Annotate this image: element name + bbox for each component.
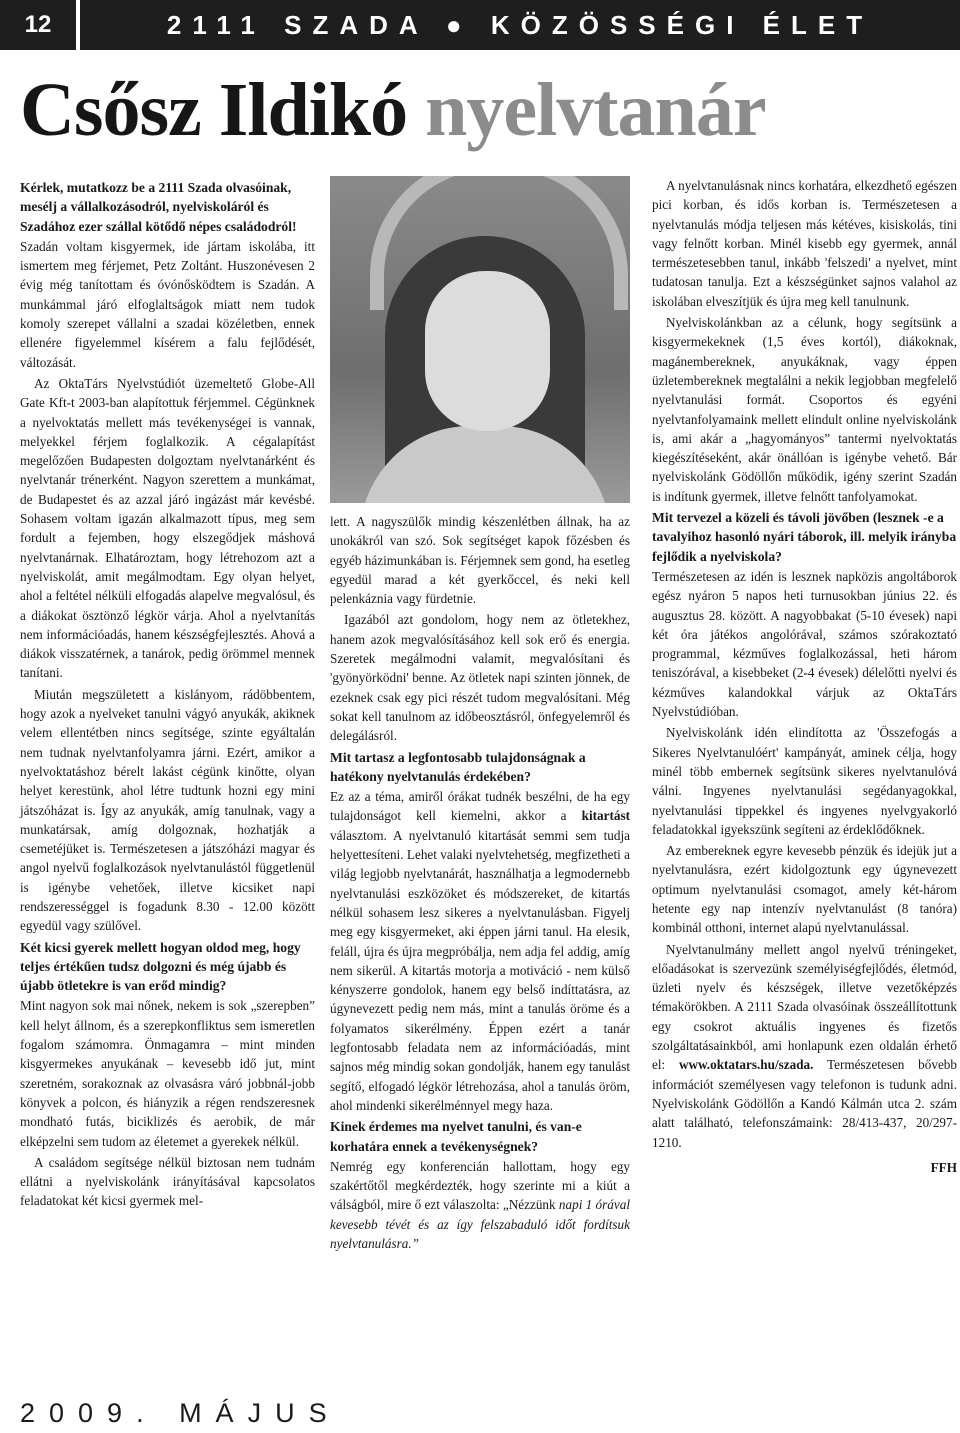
question-4: Kinek érdemes ma nyelvet tanulni, és van-e korhatára ennek a tevékenységnek? (330, 1119, 582, 1154)
text-run: Nemrég egy konferencián hallottam, hogy egy szakértőtől megkérdezték, hogy szerinte mi a kiút a válságból, mire ő ezt válaszolta: „Nézzünk (330, 1158, 630, 1213)
paragraph: Miután megszületett a kislányom, rádöbbentem, hogy azok a nyelveket tanulni vágyó anyukák, akiknek velem ellentétben nincs segítsége, szinte egyáltalán nem tudnak nyelvtanfolyamra járni. Ezért, amikor a nyelvoktatáshoz bérelt lakást cégünk kinőtte, olyan helyet kerestünk, ahol létre tudtunk hozni egy mini játszóházat is. Így az anyukák, amíg tanulnak, vagy a munkatársak, amíg dolgoznak, hozhatják a csemetéjüket is. Természetesen a játszóházi magyar és angol nyelvű foglalkozások nyelvtanulástól függetlenül is igénybe vehetőek, illetve kicsiket napi rendszerességgel is fogadunk 8.30 - 12.00 között egyedül vagy szülővel. (20, 686, 315, 934)
paragraph: Igazából azt gondolom, hogy nem az ötletekhez, hanem azok megvalósításához kell sok erő és energia. Szeretek megálmodni valamit, megvalósítani és 'gyönyörködni' benne. Az ötletek napi szinten jönnek, de ezeknek csak egy pici részét tudom megvalósítani. Még sokat kell tanulnom az időbeosztásról, önfegyelemről és delegálásról. (330, 612, 630, 744)
title-role: nyelvtanár (407, 68, 766, 152)
portrait-photo-icon (330, 176, 630, 503)
column-3 (652, 176, 957, 1177)
paragraph (330, 787, 630, 1115)
question-2: Két kicsi gyerek mellett hogyan oldod meg, hogy teljes értékűen tudsz dolgozni és még újabb és újabb ötletekre is van erőd mindig? (20, 939, 301, 994)
question-1: Kérlek, mutatkozz be a 2111 Szada olvasóinak, mesélj a vállalkozásodról, nyelviskoláról és Szadához ezer szállal kötődő népes családodról! (20, 180, 297, 234)
paragraph: Nyelviskolánkban az a célunk, hogy segítsünk a kisgyermekeknek (1,5 éves kortól), diákoknak, magánembereknek, anyukáknak, vagy éppen üzletembereknek megtalálni a nekik legjobban megfelelő nyelvtanulási formát. Csoportos és egyéni nyelvtanfolyamaink mellett elindult online nyelviskolánk is, ami akár a „hagyományos” tantermi nyelvoktatás kiegészítéseként, akár önállóan is igénybe vehető. Bár nyelviskolánk Gödöllőn működik, igény szerint Szadán is indítunk gyermek, illetve felnőtt tanfolyamokat. (652, 315, 957, 504)
running-head: 2111 SZADA ● KÖZÖSSÉGI ÉLET (166, 9, 874, 40)
paragraph: Az embereknek egyre kevesebb pénzük és idejük jut a nyelvtanulásra, ezért kidolgoztunk egy úgynevezett optimum nyelvtanulási csomagot, amely két-három hetente egy nap intenzív nyelvtanulást (8 tanóra) kombinál otthoni, internet alapú nyelvtanulással. (652, 843, 957, 936)
header-bar (0, 0, 960, 50)
column-1 (20, 176, 315, 1213)
question-3: Mit tartasz a legfontosabb tulajdonságnak a hatékony nyelvtanulás érdekében? (330, 749, 586, 784)
paragraph: Mint nagyon sok mai nőnek, nekem is sok „szerepben” kell helyt állnom, és a szerepkonfliktus sem ismeretlen fogalom számomra. Önmagamra – mint minden kisgyermekes anyukának – kevesebb idő jut, mint szeretném, sorakoznak az olvasásra váró jobbnál-jobb könyvek a polcon, és hiányzik a régen rendszeresnek mondható futás, biciklizés és aerobik, de már elképzelni sem tudom az életemet a gyerekek nélkül. (20, 998, 315, 1149)
paragraph: Nyelviskolánk idén elindította az 'Összefogás a Sikeres Nyelvtanulóért' kampányát, aminek célja, hogy minél több embernek segítsünk sikeres nyelvtanulóvá válni. Ingyenes nyelvtanulási segédanyagokkal, nyelvtanulási tippekkel és ingyenes nyelvgyakorló feladatokkal igyekszünk segíteni az érdeklődőknek. (652, 725, 957, 837)
paragraph: Természetesen az idén is lesznek napközis angoltáborok egész nyáron 5 napos heti turnusokban június 22. és augusztus 28. között. A nagyobbakat (5-10 évesek) napi két óra játékos angolórával, számos szórakoztató programmal, kézműves foglalkozással, heti három teniszórával, a kisebbeket (2-4 évesek) délelőtti nyelvi és kézműves kalandokkal várjuk az OktaTárs Nyelvstúdióban. (652, 568, 957, 720)
paragraph: Az OktaTárs Nyelvstúdiót üzemeltető Globe-All Gate Kft-t 2003-ban alapítottuk férjemmel. Cégünknek a nyelvoktatás mellett más tevékenységei is vannak, melyekkel férjem foglalkozik. A cégalapítást megelőzően Budapesten dolgoztam nyelvtanárként és nyelvtanár trénerként. Nagyon szerettem a munkámat, de Budapestet és az azzal járó ingázást már kevésbé. Sohasem voltam igazán alkalmazott típus, meg sem fordult a fejemben, hogy elszegődjek máshová nyelvtanárnak. Elhatároztam, hogy létrehozom azt a nyelviskolát, amit megálmodtam. Egy olyan helyet, ahol a feltétel nélküli elfogadás alapelve megvalósul, és a diákokat ösztönző légkör várja. Ahol a nyelvtanítás nem információadás, hanem készségfejlesztés. Ahová a diákok visszatérnek, a tanárok, pedig örömmel mennek tanítani. (20, 375, 315, 681)
paragraph (330, 1157, 630, 1253)
paragraph: A nyelvtanulásnak nincs korhatára, elkezdhető egészen pici korban, és idős korban is. Természetesen a nyelvtanulás módja teljesen más kétéves, kisiskolás, tini vagy felnőtt korban. Minél kisebb egy gyermek, annál természetesebben tanul, inkább 'felszedi' a nyelvet, mint tudatosan tanulja. Ezt a készségünket sajnos valahol az iskolában elveszítjük és újra meg kell tanulnunk. (652, 178, 957, 309)
text-run: Ez az a téma, amiről órákat tudnék beszélni, de ha egy tulajdonságot kell kiemelni, akkor a (330, 789, 630, 824)
emphasis: kitartást (581, 808, 630, 824)
column-2 (330, 512, 630, 1255)
paragraph: lett. A nagyszülők mindig készenlétben állnak, ha az unokákról van szó. Sok segítséget kapok főzésben és egyéb házimunkában is. Férjemnek sem gond, ha esetleg egyedül marad a két gyerkőccel, és neki kell pelenkáznia vagy fürdetnie. (330, 514, 630, 607)
footer-date: 2009. MÁJUS (20, 1398, 341, 1428)
photo-face (425, 271, 550, 431)
text-run: Természetesen bővebb információt személyesen vagy telefonon is tudunk adni. Nyelviskolánk Gödöllőn a Kandó Kálmán utca 2. szám alatt található, telefonszámaink: 28/413-437, 20/297-1210. (652, 1057, 957, 1150)
website-link[interactable]: www.oktatars.hu/szada. (678, 1057, 814, 1073)
page-number: 12 (24, 11, 52, 38)
paragraph (652, 940, 957, 1152)
quote: napi 1 órával kevesebb tévét és az így felszabaduló időt fordítsuk nyelvtanulásra.” (330, 1197, 630, 1251)
paragraph: Szadán voltam kisgyermek, ide jártam iskolába, itt ismertem meg férjemet, Petz Zoltánt. Huszonévesen 2 évig még tanítottam és óvónősködtem is Szadán. A munkámmal járó elfoglaltságok miatt nem tudok komoly szerepet vállalni a szadai közéletben, ennek ellenére figyelemmel kísérem a falu fejlődését, változását. (20, 238, 315, 370)
title-name: Csősz Ildikó (20, 68, 408, 152)
paragraph: A családom segítsége nélkül biztosan nem tudnám ellátni a nyelviskolánk irányításával kapcsolatos feladatokat két kicsi gyermek mel- (20, 1154, 315, 1209)
text-run: választom. A nyelvtanuló kitartását semmi sem tudja helyettesíteni. Lehet valaki nyelvtehetség, megfizetheti a világ legjobb nyelvtanárát, használhatja a legmodernebb nyelvtanulási eszközöket és módszereket, de kitartás nélkül sohasem lesz sikeres a nyelvtanulásban. Figyelj meg egy kisgyermeket, aki éppen járni tanul. Ha elesik, feláll, újra és újra megpróbálja, nem adja fel addig, amíg nem sikerül. A kitartás motorja a motiváció - nem külső kényszerre gondolok, hanem egy belső indíttatásra, az úgynevezett pedig nem más, mint a tanulás öröme és a folyamatos sikerélmény. Éppen ezért a tanár legfontosabb feladata nem az információadás, mint sajnos még mindig sokan gondolják, hanem egy tanulást segítő, elfogadó légkör létrehozása, ahol a tanulás öröm, ahol mindenki sikerélménnyel megy haza. (330, 827, 630, 1113)
signature: FFH (930, 1159, 957, 1175)
article-title (20, 62, 960, 158)
question-5: Mit tervezel a közeli és távoli jövőben (lesznek -e a tavalyihoz hasonló nyári táborok, ill. melyik irányba fejlődik a nyelviskola? (652, 510, 957, 564)
text-run: Nyelvtanulmány mellett angol nyelvű tréningeket, előadásokat is szervezünk személyiségfejlődés, életmód, üzleti nyelv és készségek, illetve vezetőképzés témakörökben. A 2111 Szada olvasóinak összeállítottunk egy csokrot aktuális ingyenes és fizetős szolgáltatásainkból, ami honlapunk ezen oldalán érhető el: (652, 941, 957, 1073)
